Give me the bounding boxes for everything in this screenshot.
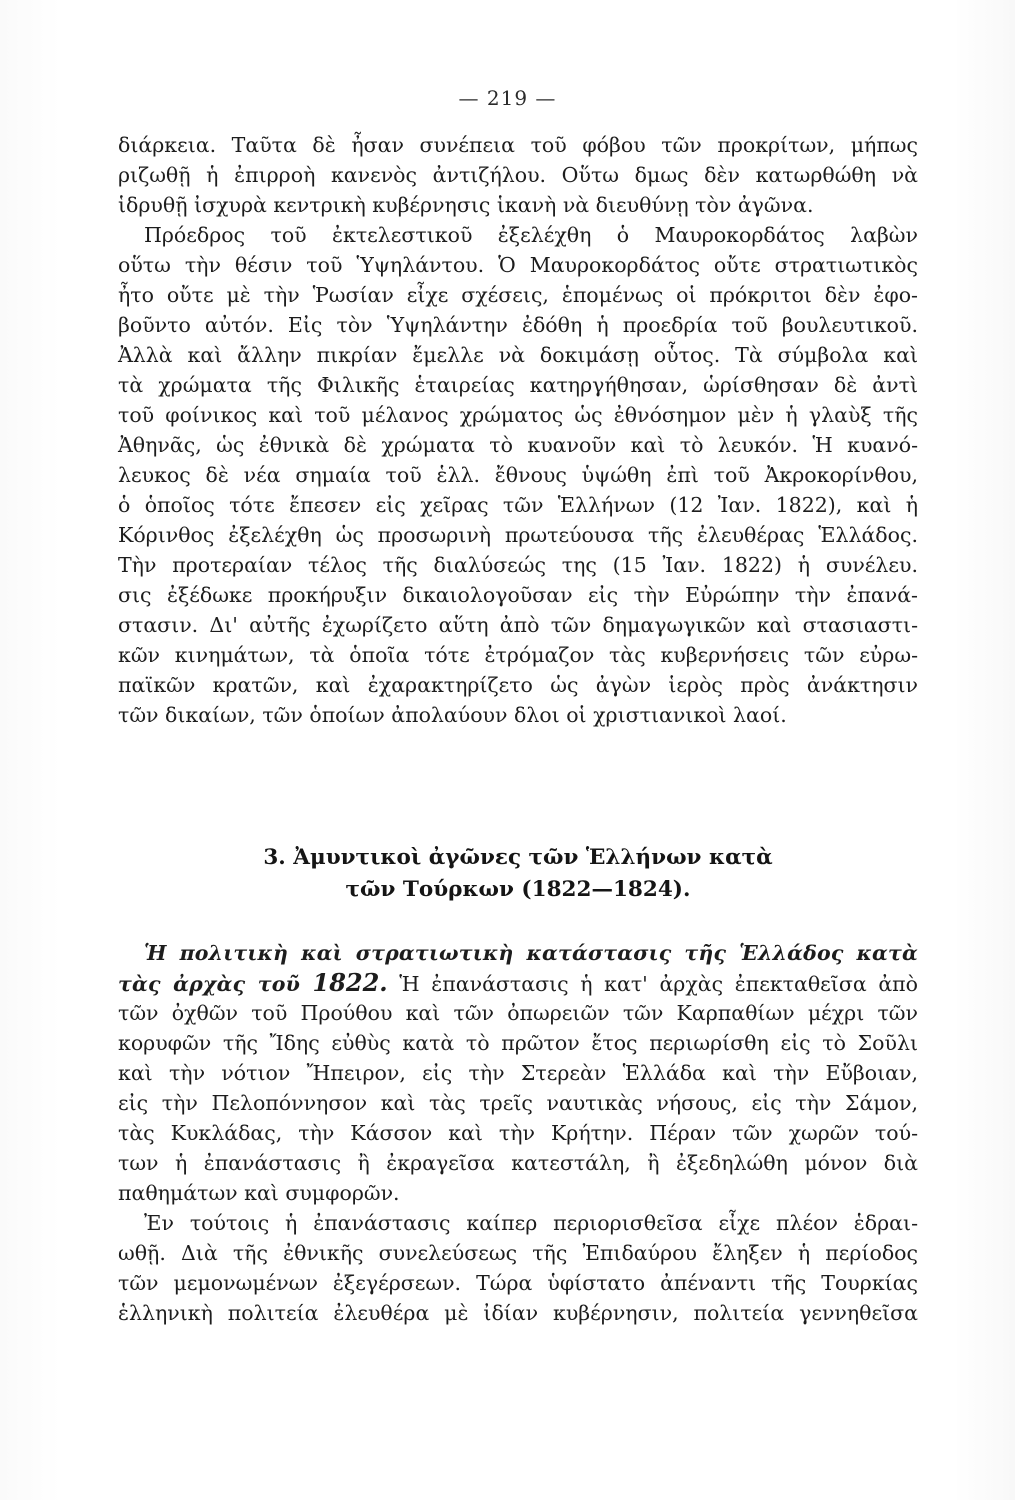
text-line: Ἀθηνᾶς, ὡς ἐθνικὰ δὲ χρώματα τὸ κυανοῦν καὶ τὸ λευκόν. Ἡ κυανό- — [118, 433, 918, 457]
section-heading-continued: τῶν Τούρκων (1822—1824). — [345, 877, 691, 902]
text-body-bottom — [118, 938, 918, 1328]
text-line: Πρόεδρος τοῦ ἐκτελεστικοῦ ἐξελέχθη ὁ Μαυροκορδάτος λαβὼν — [144, 223, 918, 247]
text-line: σις ἐξέδωκε προκήρυξιν δικαιολογοῦσαν εἰς τὴν Εὐρώπην τὴν ἐπανά- — [118, 583, 918, 607]
text-line: παθημάτων καὶ συμφορῶν. — [118, 1181, 400, 1205]
text-run: Ἡ ἐπανάστασις ἡ κατ' ἀρχὰς ἐπεκταθεῖσα ἀπὸ — [387, 972, 918, 996]
text-line: Τὴν προτεραίαν τέλος τῆς διαλύσεώς της (15 Ἰαν. 1822) ἡ συνέλευ. — [118, 553, 918, 577]
text-line: τῶν ὀχθῶν τοῦ Προύθου καὶ τῶν ὀπωρειῶν τῶν Καρπαθίων μέχρι τῶν — [118, 1001, 918, 1025]
text-line: βοῦντο αὐτόν. Εἰς τὸν Ὑψηλάντην ἐδόθη ἡ προεδρία τοῦ βουλευτικοῦ. — [118, 313, 918, 337]
text-body-top — [118, 130, 918, 730]
text-line: ριζωθῇ ἡ ἐπιρροὴ κανενὸς ἀντιζήλου. Οὕτω δμως δὲν κατωρθώθη νὰ — [118, 163, 918, 187]
page-number: — 219 — — [458, 86, 557, 110]
text-line: Ἀλλὰ καὶ ἄλλην πικρίαν ἔμελλε νὰ δοκιμάσῃ οὗτος. Τὰ σύμβολα καὶ — [118, 343, 918, 367]
text-line: τὰς Κυκλάδας, τὴν Κάσσον καὶ τὴν Κρήτην. Πέραν τῶν χωρῶν τού- — [118, 1121, 918, 1145]
text-line: διάρκεια. Ταῦτα δὲ ἦσαν συνέπεια τοῦ φόβου τῶν προκρίτων, μήπως — [118, 133, 918, 157]
text-line: λευκος δὲ νέα σημαία τοῦ ἑλλ. ἔθνους ὑψώθη ἐπὶ τοῦ Ἀκροκορίνθου, — [118, 463, 918, 487]
text-line: τῶν μεμονωμένων ἐξεγέρσεων. Τώρα ὑφίστατο ἀπέναντι τῆς Τουρκίας — [118, 1271, 918, 1295]
text-line: καὶ τὴν νότιον Ἤπειρον, εἰς τὴν Στερεὰν Ἑλλάδα καὶ τὴν Εὔβοιαν, — [118, 1061, 918, 1085]
text-line: τὰ χρώματα τῆς Φιλικῆς ἑταιρείας κατηργήθησαν, ὡρίσθησαν δὲ ἀντὶ — [118, 373, 918, 397]
text-line: ἱδρυθῇ ἰσχυρὰ κεντρικὴ κυβέρνησις ἱκανὴ νὰ διευθύνῃ τὸν ἀγῶνα. — [118, 193, 814, 217]
text-line: ὁ ὁποῖος τότε ἔπεσεν εἰς χεῖρας τῶν Ἑλλήνων (12 Ἰαν. 1822), καὶ ἡ — [118, 493, 918, 517]
text-line — [118, 938, 918, 968]
text-line: Ἐν τούτοις ἡ ἐπανάστασις καίπερ περιορισθεῖσα εἶχε πλέον ἑδραι- — [144, 1211, 918, 1235]
text-line: των ἡ ἐπανάστασις ἢ ἐκραγεῖσα κατεστάλη, ἢ ἐξεδηλώθη μόνον διὰ — [118, 1151, 918, 1175]
text-line: κορυφῶν τῆς Ἴδης εὐθὺς κατὰ τὸ πρῶτον ἔτος περιωρίσθη εἰς τὸ Σοῦλι — [118, 1031, 918, 1055]
subheading-continued: τὰς ἀρχὰς τοῦ — [118, 972, 313, 996]
text-line: τῶν δικαίων, τῶν ὁποίων ἀπολαύουν δλοι οἱ χριστιανικοὶ λαοί. — [118, 703, 787, 727]
text-line: εἰς τὴν Πελοπόννησον καὶ τὰς τρεῖς ναυτικὰς νήσους, εἰς τὴν Σάμον, — [118, 1091, 918, 1115]
text-line: στασιν. Δι' αὐτῆς ἐχωρίζετο αὕτη ἀπὸ τῶν δημαγωγικῶν καὶ στασιαστι- — [118, 613, 918, 637]
text-line: οὕτω τὴν θέσιν τοῦ Ὑψηλάντου. Ὁ Μαυροκορδάτος οὔτε στρατιωτικὸς — [118, 253, 918, 277]
text-line: κῶν κινημάτων, τὰ ὁποῖα τότε ἐτρόμαζον τὰς κυβερνήσεις τῶν εὐρω- — [118, 643, 918, 667]
text-line: Κόρινθος ἐξελέχθη ὡς προσωρινὴ πρωτεύουσα τῆς ἐλευθέρας Ἑλλάδος. — [118, 523, 918, 547]
text-line: ωθῇ. Διὰ τῆς ἐθνικῆς συνελεύσεως τῆς Ἐπιδαύρου ἔληξεν ἡ περίοδος — [118, 1241, 918, 1265]
text-line: παϊκῶν κρατῶν, καὶ ἐχαρακτηρίζετο ὡς ἀγὼν ἱερὸς πρὸς ἀνάκτησιν — [118, 673, 918, 697]
text-line: ἑλληνικὴ πολιτεία ἐλευθέρα μὲ ἰδίαν κυβέρνησιν, πολιτεία γεννηθεῖσα — [118, 1301, 918, 1325]
text-line: τοῦ φοίνικος καὶ τοῦ μέλανος χρώματος ὡς ἐθνόσημον μὲν ἡ γλαὺξ τῆς — [118, 403, 918, 427]
text-line — [118, 968, 918, 998]
subheading: Ἡ πολιτικὴ καὶ στρατιωτικὴ κατάστασις τῆς Ἑλλάδος κατὰ — [144, 941, 918, 965]
subheading-year: 1822. — [312, 968, 388, 997]
section-heading: 3. Ἀμυντικοὶ ἀγῶνες τῶν Ἑλλήνων κατὰ — [263, 845, 773, 870]
text-line: ἦτο οὔτε μὲ τὴν Ῥωσίαν εἶχε σχέσεις, ἑπομένως οἱ πρόκριτοι δὲν ἐφο- — [118, 283, 918, 307]
